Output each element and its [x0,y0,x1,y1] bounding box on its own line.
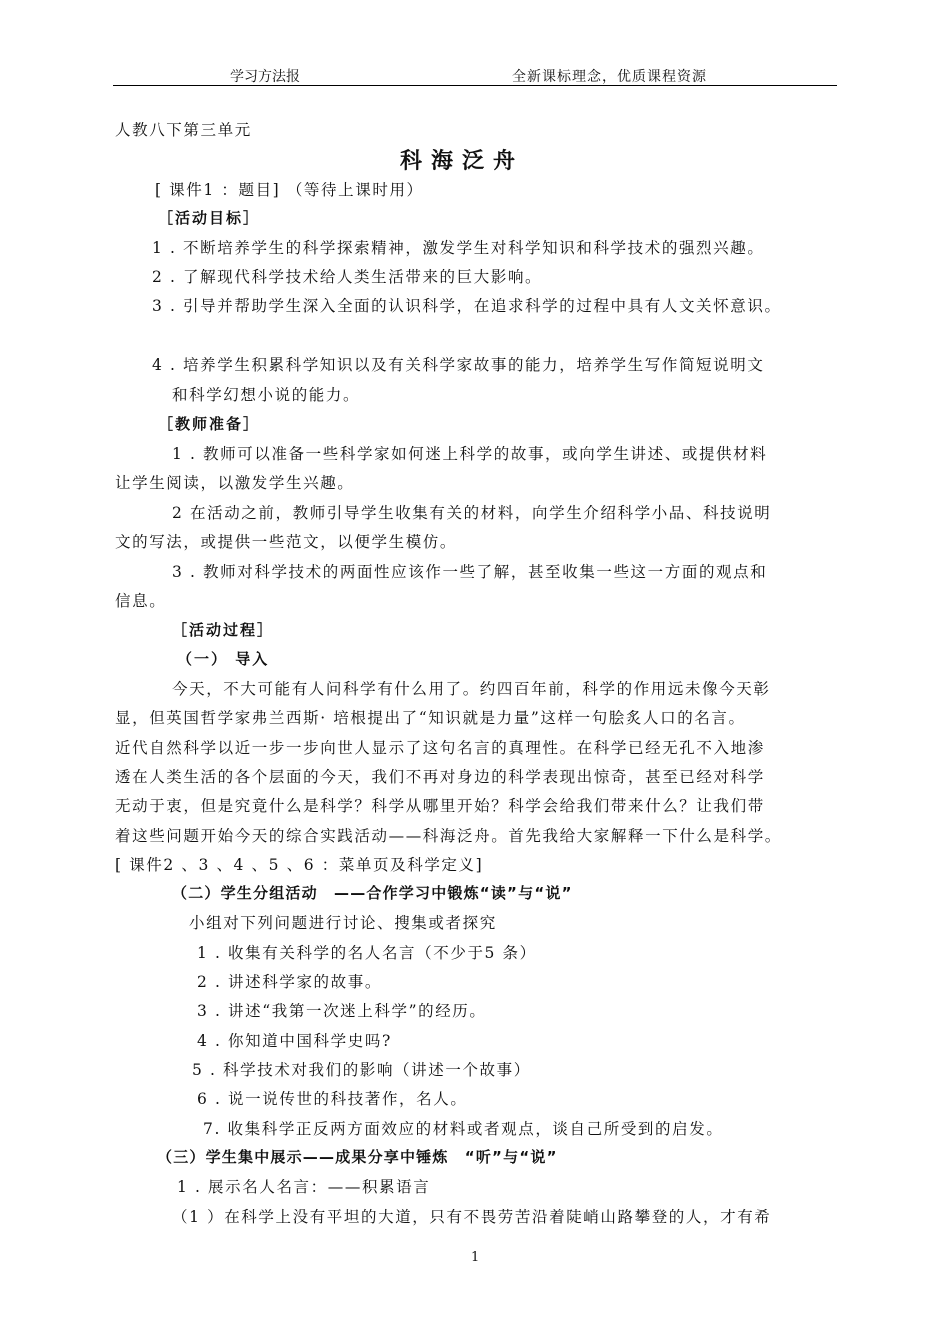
goal-item-cont: 和科学幻想小说的能力。 [172,386,361,404]
goal-item: 1 . 不断培养学生的科学探索精神，激发学生对科学知识和科学技术的强烈兴趣。 [152,239,765,257]
intro-line: 今天，不大可能有人问科学有什么用了。约四百年前，科学的作用远未像今天彰 [172,680,771,698]
goal-item: 3 . 引导并帮助学生深入全面的认识科学，在追求科学的过程中具有人文关怀意识。 [152,297,782,315]
intro-line: 显，但英国哲学家弗兰西斯· 培根提出了“知识就是力量”这样一句脍炙人口的名言。 [115,709,746,727]
intro-heading: （一） 导入 [177,650,270,668]
prep-line: 1 . 教师可以准备一些科学家如何迷上科学的故事，或向学生讲述、或提供材料 [172,445,768,463]
prep-line: 文的写法，或提供一些范文，以便学生模仿。 [115,533,458,551]
header-right: 全新课标理念，优质课程资源 [512,69,707,85]
header-left: 学习方法报 [230,69,300,85]
group-heading: （二）学生分组活动 ——合作学习中锻炼“读”与“说” [172,884,573,902]
page-title: 科海泛舟 [400,149,525,174]
group-item: 7. 收集科学正反两方面效应的材料或者观点，谈自己所受到的启发。 [203,1120,724,1138]
intro-line: 透在人类生活的各个层面的今天，我们不再对身边的科学表现出惊奇，甚至已经对科学 [115,768,765,786]
group-item: 6 . 说一说传世的科技著作，名人。 [197,1090,468,1108]
intro-line: 近代自然科学以近一步一步向世人显示了这句名言的真理性。在科学已经无孔不入地渗 [115,739,765,757]
intro-line: 无动于衷，但是究竟什么是科学？科学从哪里开始？科学会给我们带来什么？让我们带 [115,797,765,815]
group-item: 3 . 讲述“我第一次迷上科学”的经历。 [197,1002,487,1020]
prep-line: 3 . 教师对科学技术的两面性应该作一些了解，甚至收集一些这一方面的观点和 [172,563,768,581]
process-heading: ［活动过程］ [172,621,275,639]
goal-item: 2 . 了解现代科学技术给人类生活带来的巨大影响。 [152,268,543,286]
intro-line: 着这些问题开始今天的综合实践活动——科海泛舟。首先我给大家解释一下什么是科学。 [115,827,782,845]
courseware-note: [ 课件2 、3 、4 、5 、6 ：菜单页及科学定义] [115,856,484,874]
group-item: 2 . 讲述科学家的故事。 [197,973,382,991]
prep-line: 让学生阅读，以激发学生兴趣。 [115,474,355,492]
show-heading: （三）学生集中展示——成果分享中锤炼 “听”与“说” [157,1148,558,1166]
unit-label: 人教八下第三单元 [115,121,252,139]
group-item: 5 . 科学技术对我们的影响（讲述一个故事） [192,1061,531,1079]
prep-heading: ［教师准备］ [158,415,261,433]
goal-item: 4 . 培养学生积累科学知识以及有关科学家故事的能力，培养学生写作简短说明文 [152,356,765,374]
show-line: 1 . 展示名人名言：——积累语言 [177,1178,431,1196]
prep-line: 2 在活动之前，教师引导学生收集有关的材料，向学生介绍科学小品、科技说明 [172,504,772,522]
header-rule [113,85,837,86]
group-intro: 小组对下列问题进行讨论、搜集或者探究 [189,914,497,932]
group-item: 4 . 你知道中国科学史吗? [197,1032,392,1050]
group-item: 1 . 收集有关科学的名人名言（不少于5 条） [197,944,537,962]
prep-line: 信息。 [115,592,167,610]
courseware-note: [ 课件1 ：题目] （等待上课时用） [155,181,424,199]
show-line: （1 ）在科学上没有平坦的大道，只有不畏劳苦沿着陡峭山路攀登的人，才有希 [172,1208,772,1226]
page-number: 1 [471,1250,480,1265]
goals-heading: ［活动目标］ [158,209,261,227]
